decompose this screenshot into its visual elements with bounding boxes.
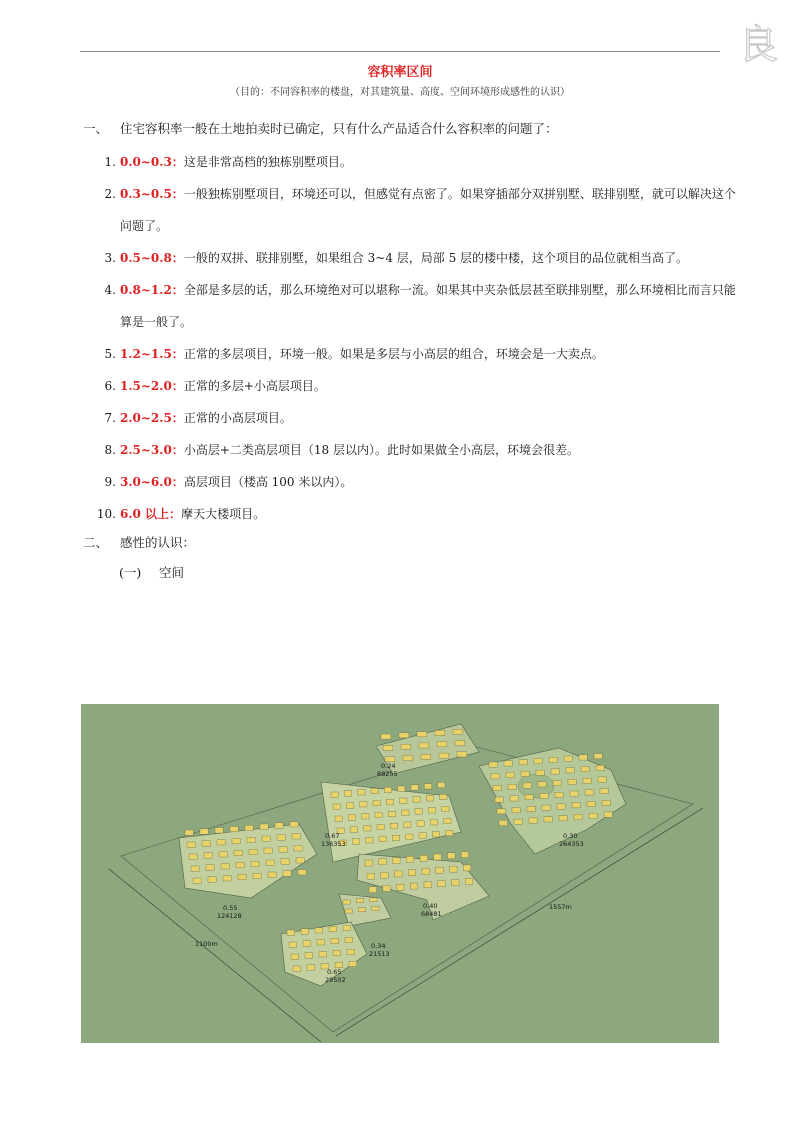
building-block: [289, 942, 297, 947]
far-range-item: [96, 402, 736, 434]
page-subtitle: （目的：不同容积率的楼盘，对其建筑量、高度、空间环境形成感性的认识）: [230, 87, 570, 98]
item-range: 2.5~3.0：: [120, 443, 184, 457]
building-block: [536, 770, 544, 775]
building-block: [574, 814, 582, 819]
building-block: [419, 743, 429, 748]
building-block: [506, 772, 514, 777]
building-block: [189, 854, 197, 859]
building-block: [333, 804, 340, 809]
building-block: [415, 809, 422, 814]
plot-label-far: 0.55: [223, 904, 238, 912]
building-block: [319, 952, 327, 957]
building-block: [223, 876, 231, 881]
building-block: [264, 848, 272, 853]
building-block: [437, 742, 447, 747]
building-block: [555, 792, 563, 797]
far-range-item: [96, 274, 736, 338]
building-block: [534, 758, 542, 763]
building-block: [384, 787, 391, 792]
page-title: 容积率区间: [367, 65, 433, 80]
plot-label-area: 21513: [369, 950, 390, 958]
item-text: 正常的多层+小高层项目。: [183, 379, 326, 393]
building-block: [453, 729, 463, 734]
building-block: [277, 835, 285, 840]
building-block: [538, 782, 546, 787]
building-block: [249, 849, 257, 854]
item-number: 9.: [104, 475, 116, 489]
building-block: [393, 858, 401, 864]
building-block: [266, 860, 274, 865]
building-block: [604, 812, 612, 817]
plot-label-area: 68481: [421, 910, 442, 918]
building-block: [372, 907, 379, 911]
building-block: [346, 803, 353, 808]
building-block: [406, 856, 414, 862]
subsection-text: 空间: [159, 565, 185, 580]
building-block: [294, 846, 302, 851]
item-range: 0.3~0.5：: [120, 187, 184, 201]
building-block: [455, 741, 465, 746]
building-block: [514, 819, 522, 824]
building-block: [369, 887, 377, 893]
site-plan-figure: [81, 704, 719, 1043]
item-text: 高层项目（楼高 100 米以内）。: [183, 475, 353, 489]
building-block: [411, 785, 418, 790]
building-block: [230, 826, 238, 831]
building-block: [373, 800, 380, 805]
building-block: [568, 779, 576, 784]
far-range-item: [96, 370, 736, 402]
building-block: [187, 842, 195, 847]
building-block: [585, 790, 593, 795]
building-block: [529, 818, 537, 823]
subsection-heading: [119, 563, 184, 581]
plot-label-area: 124128: [217, 912, 242, 920]
building-block: [570, 791, 578, 796]
building-block: [495, 797, 503, 802]
far-range-list: [96, 146, 736, 530]
building-block: [457, 752, 467, 757]
item-text: 正常的多层项目，环境一般。如果是多层与小高层的组合，环境会是一大卖点。: [183, 347, 604, 361]
building-block: [594, 754, 602, 759]
building-block: [426, 796, 433, 801]
building-block: [307, 965, 315, 970]
building-block: [381, 734, 391, 739]
building-block: [358, 908, 365, 912]
building-block: [371, 788, 378, 793]
building-block: [395, 871, 403, 877]
building-block: [290, 822, 298, 827]
building-block: [465, 878, 473, 884]
building-block: [544, 817, 552, 822]
building-block: [600, 789, 608, 794]
building-block: [268, 872, 276, 877]
building-block: [420, 855, 428, 861]
building-block: [283, 871, 291, 876]
building-block: [315, 928, 323, 933]
building-block: [417, 732, 427, 737]
building-block: [542, 805, 550, 810]
building-block: [291, 954, 299, 959]
building-block: [204, 853, 212, 858]
building-block: [260, 824, 268, 829]
building-block: [497, 809, 505, 814]
item-number: 6.: [104, 379, 116, 393]
far-range-item: [96, 242, 736, 274]
building-block: [377, 824, 384, 829]
building-block: [362, 814, 369, 819]
header-rule: [80, 51, 720, 52]
building-block: [401, 744, 411, 749]
building-block: [202, 841, 210, 846]
far-range-item: [96, 146, 736, 178]
building-block: [200, 829, 208, 834]
building-block: [193, 878, 201, 883]
item-number: 5.: [104, 347, 116, 361]
building-block: [430, 820, 437, 825]
item-range: 0.5~0.8：: [120, 251, 184, 265]
building-block: [557, 804, 565, 809]
building-block: [463, 865, 471, 871]
section-1-number: 一、: [83, 121, 109, 136]
building-block: [438, 881, 446, 887]
item-number: 10.: [96, 507, 116, 521]
building-block: [446, 830, 453, 835]
item-number: 8.: [104, 443, 116, 457]
building-block: [279, 847, 287, 852]
item-range: 0.8~1.2：: [120, 283, 184, 297]
section-2-heading: [83, 533, 195, 551]
building-block: [344, 791, 351, 796]
building-block: [436, 867, 444, 873]
building-block: [343, 925, 351, 930]
building-block: [410, 883, 418, 889]
building-block: [572, 803, 580, 808]
building-block: [345, 937, 353, 942]
building-block: [422, 869, 430, 875]
building-block: [527, 806, 535, 811]
building-block: [553, 781, 561, 786]
building-block: [232, 838, 240, 843]
building-block: [519, 760, 527, 765]
building-block: [596, 765, 604, 770]
building-block: [499, 820, 507, 825]
site-plan-svg: [81, 704, 719, 1043]
building-block: [397, 884, 405, 890]
building-block: [348, 815, 355, 820]
item-number: 3.: [104, 251, 116, 265]
building-block: [428, 808, 435, 813]
building-block: [379, 836, 386, 841]
logo-glyph: 良: [738, 22, 778, 68]
building-block: [298, 870, 306, 875]
building-block: [523, 783, 531, 788]
building-block: [390, 823, 397, 828]
building-block: [444, 818, 451, 823]
building-block: [564, 756, 572, 761]
building-block: [317, 940, 325, 945]
item-number: 4.: [104, 283, 116, 297]
item-text: 摩天大楼项目。: [181, 507, 266, 521]
item-text: 一般的双拼、联排别墅，如果组合 3~4 层，局部 5 层的楼中楼，这个项目的品位就相当高了。: [183, 251, 689, 265]
building-block: [335, 816, 342, 821]
building-block: [366, 838, 373, 843]
plot-label-far: 0.40: [423, 902, 438, 910]
plot-label-far: 0.34: [371, 942, 386, 950]
item-text: 这是非常高档的独栋别墅项目。: [183, 155, 352, 169]
building-block: [439, 753, 449, 758]
building-block: [549, 757, 557, 762]
building-block: [442, 806, 449, 811]
building-block: [331, 938, 339, 943]
building-block: [413, 797, 420, 802]
building-block: [381, 872, 389, 878]
building-block: [566, 768, 574, 773]
building-block: [551, 769, 559, 774]
item-text: 小高层+二类高层项目（18 层以内）。此时如果做全小高层，环境会很差。: [183, 443, 579, 457]
building-block: [345, 909, 352, 913]
building-block: [208, 877, 216, 882]
building-block: [598, 777, 606, 782]
building-block: [245, 825, 253, 830]
item-number: 2.: [104, 187, 116, 201]
building-block: [424, 784, 431, 789]
building-block: [191, 866, 199, 871]
building-block: [350, 827, 357, 832]
building-block: [305, 953, 313, 958]
item-range: 0.0~0.3：: [120, 155, 184, 169]
building-block: [461, 852, 469, 858]
item-range: 2.0~2.5：: [120, 411, 184, 425]
building-block: [253, 873, 261, 878]
building-block: [493, 785, 501, 790]
plot-label-area: 136353: [321, 840, 346, 848]
item-text: 正常的小高层项目。: [183, 411, 292, 425]
building-block: [402, 810, 409, 815]
building-block: [583, 778, 591, 783]
building-block: [491, 774, 499, 779]
building-block: [510, 796, 518, 801]
building-block: [251, 861, 259, 866]
subsection-number: (一): [119, 565, 142, 580]
item-range: 1.2~1.5：: [120, 347, 184, 361]
building-block: [343, 900, 350, 904]
building-block: [400, 798, 407, 803]
item-range: 3.0~6.0：: [120, 475, 184, 489]
building-block: [385, 757, 395, 762]
building-block: [406, 834, 413, 839]
building-block: [335, 962, 343, 967]
building-block: [379, 859, 387, 865]
section-1-heading: [83, 119, 558, 137]
building-block: [602, 800, 610, 805]
building-block: [587, 801, 595, 806]
section-1-text: 住宅容积率一般在土地拍卖时已确定，只有什么产品适合什么容积率的问题了：: [120, 121, 558, 136]
building-block: [392, 835, 399, 840]
far-range-item: [96, 338, 736, 370]
building-block: [521, 771, 529, 776]
building-block: [296, 858, 304, 863]
building-block: [403, 755, 413, 760]
building-block: [370, 898, 377, 902]
building-block: [540, 793, 548, 798]
item-text: 全部是多层的话，那么环境绝对可以堪称一流。如果其中夹杂低层甚至联排别墅，那么环境相比而言只能算是一般了。: [120, 283, 736, 329]
building-block: [333, 950, 341, 955]
building-block: [581, 766, 589, 771]
building-block: [275, 823, 283, 828]
building-block: [364, 826, 371, 831]
building-block: [358, 790, 365, 795]
building-block: [417, 821, 424, 826]
building-block: [236, 862, 244, 867]
plot-label-area: 264353: [559, 840, 584, 848]
building-block: [398, 786, 405, 791]
far-range-item: [96, 498, 736, 530]
building-block: [504, 761, 512, 766]
building-block: [293, 966, 301, 971]
building-block: [421, 754, 431, 759]
building-block: [352, 839, 359, 844]
section-2-number: 二、: [83, 535, 109, 550]
building-block: [386, 799, 393, 804]
building-block: [512, 807, 520, 812]
building-block: [292, 834, 300, 839]
plot-upper-middle: [321, 782, 461, 862]
building-block: [206, 865, 214, 870]
item-number: 7.: [104, 411, 116, 425]
item-range: 1.5~2.0：: [120, 379, 184, 393]
building-block: [329, 926, 337, 931]
building-block: [525, 795, 533, 800]
building-block: [247, 837, 255, 842]
building-block: [589, 813, 597, 818]
building-block: [438, 782, 445, 787]
item-text: 一般独栋别墅项目，环境还可以，但感觉有点密了。如果穿插部分双拼别墅、联排别墅，就可以解决这个问题了。: [120, 187, 736, 233]
building-block: [219, 852, 227, 857]
building-block: [303, 941, 311, 946]
building-block: [375, 812, 382, 817]
building-block: [434, 854, 442, 860]
building-block: [508, 784, 516, 789]
building-block: [435, 730, 445, 735]
building-block: [262, 836, 270, 841]
building-block: [301, 929, 309, 934]
building-block: [221, 864, 229, 869]
far-range-item: [96, 178, 736, 242]
building-block: [281, 859, 289, 864]
building-block: [419, 833, 426, 838]
building-block: [383, 885, 391, 891]
building-block: [217, 840, 225, 845]
building-block: [559, 816, 567, 821]
building-block: [448, 853, 456, 859]
plot-label-far: 0.65: [327, 968, 342, 976]
building-block: [450, 866, 458, 872]
building-block: [399, 733, 409, 738]
building-block: [579, 755, 587, 760]
building-block: [388, 811, 395, 816]
building-block: [356, 899, 363, 903]
building-block: [360, 802, 367, 807]
building-block: [234, 850, 242, 855]
building-block: [424, 882, 432, 888]
building-block: [404, 822, 411, 827]
section-2-text: 感性的认识：: [120, 535, 196, 550]
plot-label-far: 0.30: [563, 832, 578, 840]
building-block: [440, 794, 447, 799]
building-block: [383, 745, 393, 750]
depth-dimension-label: 1100m: [195, 940, 218, 948]
building-block: [238, 874, 246, 879]
building-block: [331, 792, 338, 797]
building-block: [432, 832, 439, 837]
plot-label-area: 29502: [325, 976, 346, 984]
building-block: [347, 949, 355, 954]
building-block: [185, 830, 193, 835]
plot-label-far: 0.24: [381, 762, 396, 770]
far-range-item: [96, 434, 736, 466]
building-block: [287, 930, 295, 935]
building-block: [489, 762, 497, 767]
plot-label-area: 88255: [377, 770, 398, 778]
item-range: 6.0 以上：: [120, 507, 182, 521]
building-block: [215, 828, 223, 833]
building-block: [365, 860, 373, 866]
plot-label-far: 0.67: [325, 832, 340, 840]
building-block: [408, 870, 416, 876]
building-block: [452, 879, 460, 885]
item-number: 1.: [104, 155, 116, 169]
width-dimension-label: 1557m: [549, 903, 572, 911]
building-block: [367, 873, 375, 879]
far-range-item: [96, 466, 736, 498]
building-block: [349, 961, 357, 966]
